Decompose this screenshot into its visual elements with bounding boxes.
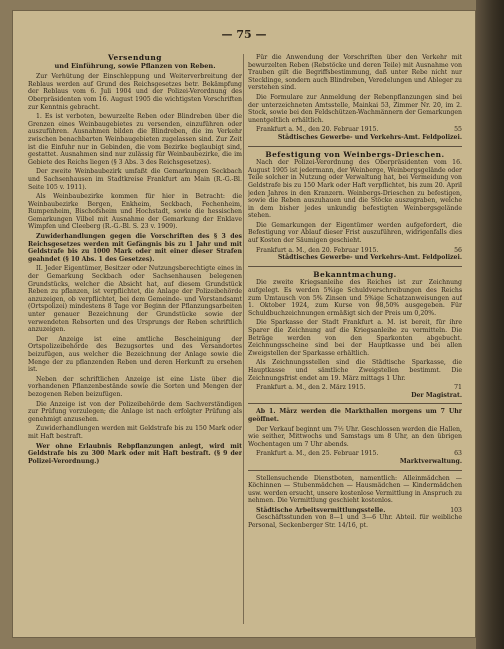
notice-number: 56 — [454, 246, 462, 254]
notice-number: 63 — [454, 450, 462, 458]
signature-place — [248, 450, 462, 458]
right-paragraph: Nach der Polizei-Verordnung des Oberpräsidenten vom 16. August 1905 ist jedermann, der Weinberge, Weinbergsgelände oder Teile solcher in Nutzung oder Verwaltung hat, bei Vermeidung von Geldstrafe bis zu 150 Mark oder Haft verpflichtet, bis zum 20. April jeden Jahres in den Kranzern. Weinbergs-Drieschen zu befestigen, sowie die Reben auszuhauen und die Stöcke auszugraben, welche in dem bisher jedes unkundig befestigten Weinbergsgelände stehen. — [248, 159, 462, 220]
book-spine — [476, 0, 504, 649]
section-title: Bekanntmachung. — [313, 269, 397, 279]
left-column — [28, 54, 242, 624]
left-paragraph: II. Jeder Eigentümer, Besitzer oder Nutzungsberechtigte eines in der Gemarkung Seckbach oder Sachsenhausen belegenen Grundstücks, welcher die Absicht hat, auf diesem Grundstück Reben zu pflanzen, ist verpflichtet, die Anlage der Polizeibehörde anzuzeigen, ob verpflichtet, bei dem Gemeinde- und Vorstandsamt (Ortspolizei) mindestens 8 Tage vor Beginn der Pflanzungsarbeiten unter genauer Bezeichnung der Grundstücke sowie der verwendeten Rebsorten und des Ursprungs der Reben schriftlich anzuzeigen. — [28, 265, 242, 334]
left-subtitle: und Einführung, sowie Pflanzen von Reben. — [54, 61, 216, 70]
signature-place — [248, 507, 462, 515]
left-paragraph: 1. Es ist verboten, bewurzelte Reben oder Blindreben über die Grenzen eines Weinbaugebietes zu versenden, einzuführen oder auszuführen. Ausnahmen bilden die Blindreben, die im Verkehr zwischen benachbarten Weinbaugebieten zugelassen sind. Zur Zeit ist die Einfuhr nur in Gebinden, die vom Bezirke beglaubigt sind, gestattet. Ausnahmen sind nur zulässig für Weinbaubezirke, die im Gebiete des Reichs liegen (§ 3 Abs. 3 des Reichsgesetzes). — [28, 113, 242, 166]
page-number: — 75 — — [221, 28, 267, 41]
signature-place — [248, 126, 462, 134]
signature-date: Frankfurt a. M., den 2. März 1915. — [256, 384, 366, 392]
notice-number: 103 — [450, 506, 462, 514]
signature-authority-name: Städtische Arbeitsvermittlungsstelle. — [256, 506, 386, 514]
left-paragraph: Zuwiderhandlungen gegen die Vorschriften des § 3 des Reichsgesetzes werden mit Gefängnis bis zu 1 Jahr und mit Geldstrafe bis zu 1000 Mark oder mit einer dieser Strafen geahndet (§ 10 Abs. 1 des Gesetzes). — [28, 233, 242, 263]
right-paragraph: Die zweite Kriegsanleihe des Reiches ist zur Zeichnung aufgelegt. Es werden 5%ige Schuldverschreibungen des Reichs zum Umtausch von 5% Zinsen und 5%ige Schatzanweisungen auf 1. Oktober 1924, zum Kurse von 98,50% ausgegeben. Für Schuldbuchzeichnungen ermäßigt sich der Preis um 0,20%. — [248, 279, 462, 317]
right-paragraph: Stellensuchende Dienstboten, namentlich: Alleinmädchen — Köchinnen — Stubenmädchen — Hausmädchen — Kindermädchen usw. werden ersucht, unsere kostenlose Vermittlung in Anspruch zu nehmen. Die Vermittlung geschieht kostenlos. — [248, 474, 462, 505]
right-paragraph: Geschäftsstunden von 8—1 und 3—6 Uhr. Abteil. für weibliche Personal, Seckenberger Str. 14/16, pt. — [248, 514, 462, 530]
section-rule — [248, 403, 462, 404]
left-paragraph: Der zweite Weinbaubezirk umfaßt die Gemarkungen Seckbach und Sachsenhausen im Stadtkreise Frankfurt am Main (R.-G.-Bl. Seite 105 v. 1911). — [28, 168, 242, 191]
signature-date: Frankfurt a. M., den 25. Februar 1915. — [256, 450, 379, 458]
section-rule — [248, 266, 462, 267]
notice-number: 55 — [454, 126, 462, 134]
right-paragraph: Für die Anwendung der Vorschriften über den Verkehr mit bewurzelten Reben (Rebstöcke und deren Teile) mit Ausnahme von Trauben gilt die Begriffsbestimmung, daß unter Rebe nicht nur Stecklinge, sondern auch Blindreben, Veredelungen und Ableger zu verstehen sind. — [248, 54, 462, 92]
column-divider — [243, 54, 244, 624]
left-paragraph: Zuwiderhandlungen werden mit Geldstrafe bis zu 150 Mark oder mit Haft bestraft. — [28, 425, 242, 440]
signature-date: Frankfurt a. M., den 20. Februar 1915. — [256, 246, 379, 254]
left-paragraph: Neben der schriftlichen Anzeige ist eine Liste über die vorhandenen Pflanzenbestände sowie die Sorten und Mengen der bezogenen Reben beizufügen. — [28, 375, 242, 398]
right-paragraph: Als Zeichnungsstellen sind die Städtische Sparkasse, die Hauptkasse und sämtliche Zweigstellen bestimmt. Die Zeichnungsfrist endet am 19. März mittags 1 Uhr. — [248, 359, 462, 382]
right-column — [248, 54, 462, 624]
left-title: Versendung — [108, 54, 162, 62]
signature-place — [248, 247, 462, 255]
notice-number: 71 — [454, 384, 462, 392]
section-title: Befestigung von Weinbergs-Drieschen. — [265, 149, 445, 159]
signature-authority: Marktverwaltung. — [399, 457, 462, 465]
signature-date: Frankfurt a. M., den 20. Februar 1915. — [256, 126, 379, 134]
right-paragraph: Die Sparkasse der Stadt Frankfurt a. M. ist bereit, für ihre Sparer die Zeichnung auf die Kriegsanleihe zu vermitteln. Die Beträge werden von den Sparkonten abgebucht. Zeichnungsscheine sind bei der Hauptkasse und bei allen Zweigstellen der Sparkasse erhältlich. — [248, 319, 462, 357]
signature-place — [248, 384, 462, 392]
left-paragraph: Der Anzeige ist eine amtliche Bescheinigung der Ortspolizeibehörde des Bezugsortes und des Versandortes beizufügen, aus welcher die Bezeichnung der Anlage sowie die Menge der zu pflanzenden Reben und deren Herkunft zu ersehen ist. — [28, 335, 242, 374]
right-paragraph: Die Formulare zur Anmeldung der Rebenpflanzungen sind bei der unterzeichneten Amtsstelle, Mainkai 53, Zimmer Nr. 20, im 2. Stock, sowie bei den Feldschützen-Wachmännern der Gemarkungen unentgeltlich erhältlich. — [248, 93, 462, 124]
right-paragraph: Die Gemarkungen der Eigentümer werden aufgefordert, die Befestigung vor Ablauf dieser Frist auszuführen, widrigenfalls dies auf Kosten der Säumigen geschieht. — [248, 221, 462, 245]
signature-authority: Städtisches Gewerbe- und Verkehrs-Amt. Feldpolizei. — [277, 133, 462, 141]
signature-authority: Städtisches Gewerbe- und Verkehrs-Amt. Feldpolizei. — [277, 254, 462, 262]
left-paragraph: Wer ohne Erlaubnis Rebpflanzungen anlegt, wird mit Geldstrafe bis zu 300 Mark oder mit Haft bestraft. (§ 9 der Polizei-Verordnung.) — [28, 442, 242, 465]
left-paragraph: Als Weinbaubezirke kommen für hier in Betracht: die Weinbaubezirke Bergen, Enkheim, Seckbach, Fechenheim, Rumpenheim, Bischofsheim und Hochstadt, sowie die hessischen Gemarkungen Vilbel mit Ausnahme der Gemarkung der Enklave Wimpfen und Cleeberg (R.-G.-Bl. S. 23 v. 1909). — [28, 193, 242, 231]
signature-authority: Der Magistrat. — [411, 391, 462, 399]
right-paragraph: Der Verkauf beginnt um 7½ Uhr. Geschlossen werden die Hallen, wie seither, Mittwochs und Samstags um 8 Uhr, an den übrigen Wochentagen um 7 Uhr abends. — [248, 425, 462, 448]
left-paragraph: Zur Verhütung der Einschleppung und Weiterverbreitung der Reblaus werden auf Grund des Reichsgesetzes betr. Bekämpfung der Reblaus vom 6. Juli 1904 und der Polizei-Verordnung des Oberpräsidenten vom 16. August 1905 die wichtigsten Vorschriften zur Kenntnis gebracht. — [28, 73, 242, 111]
document-page — [12, 10, 476, 638]
left-paragraph: Die Anzeige ist von der Polizeibehörde dem Sachverständigen zur Prüfung vorzulegen; die Anlage ist nach erfolgter Prüfung als genehmigt anzusehen. — [28, 400, 242, 423]
section-rule — [248, 470, 462, 471]
section-rule — [248, 146, 462, 147]
right-paragraph: Ab 1. März werden die Markthallen morgens um 7 Uhr geöffnet. — [248, 408, 462, 423]
